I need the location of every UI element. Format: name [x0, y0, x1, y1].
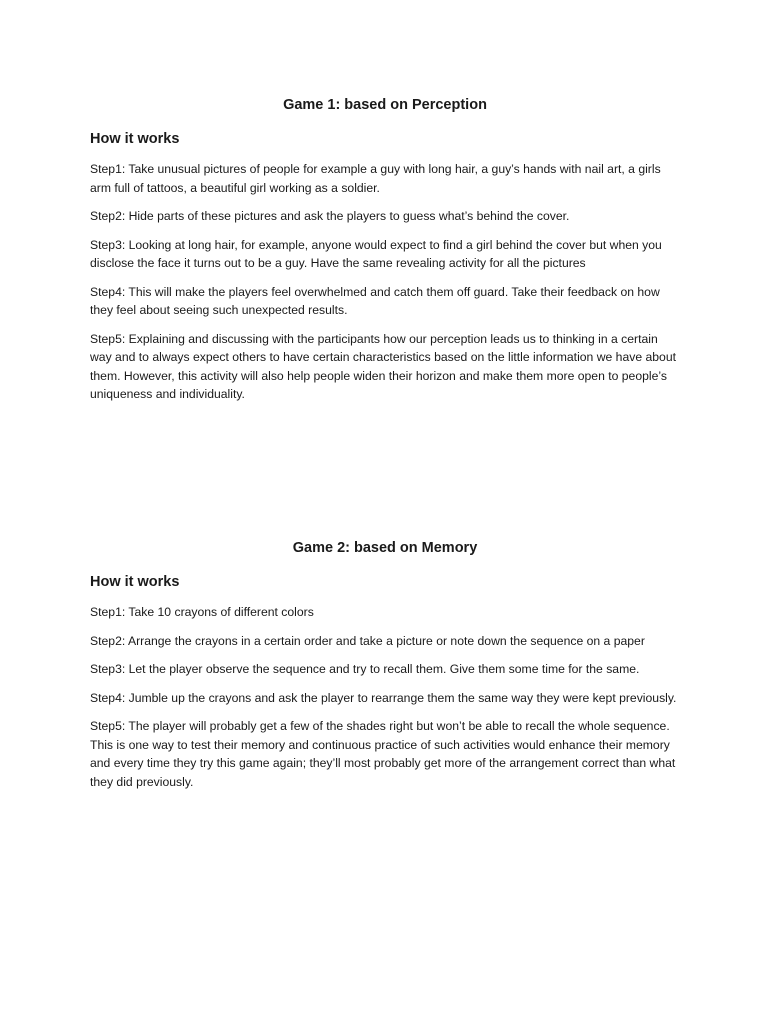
game-2-step-5: Step5: The player will probably get a few of the shades right but won’t be able to recall the whole sequence. This is one way to test their memory and continuous practice of such activities would enhance their memory and every time they try this game again; they’ll most probably get more of the arrangement correct than what they did previously.: [90, 719, 676, 789]
game-2-step-2: Step2: Arrange the crayons in a certain order and take a picture or note down the sequence on a paper: [90, 633, 645, 648]
game-1-step-1: Step1: Take unusual pictures of people for example a guy with long hair, a guy’s hands with nail art, a girls arm full of tattoos, a beautiful girl working as a soldier.: [90, 162, 661, 195]
game-1-title: Game 1: based on Perception: [283, 97, 487, 113]
game-2-step-1: Step1: Take 10 crayons of different colors: [90, 605, 314, 619]
game-1-section: [90, 96, 680, 401]
game-2-section: [90, 539, 680, 789]
game-1-step-2: Step2: Hide parts of these pictures and ask the players to guess what’s behind the cover.: [90, 209, 570, 223]
game-1-step-3: Step3: Looking at long hair, for example, anyone would expect to find a girl behind the cover but when you disclose the face it turns out to be a guy. Have the same revealing activity for all the pictures: [90, 237, 662, 270]
game-2-steps: [90, 603, 680, 791]
game-2-step-3: Step3: Let the player observe the sequence and try to recall them. Give them some time for the same.: [90, 662, 640, 676]
game-1-step-4: Step4: This will make the players feel overwhelmed and catch them off guard. Take their feedback on how they feel about seeing such unexpected results.: [90, 284, 660, 317]
game-2-how-it-works-heading: How it works: [90, 574, 180, 590]
game-1-how-it-works-heading: How it works: [90, 131, 180, 147]
game-2-title: Game 2: based on Memory: [292, 540, 478, 556]
game-2-step-4: Step4: Jumble up the crayons and ask the player to rearrange them the same way they were kept previously.: [90, 690, 677, 705]
game-1-step-5: Step5: Explaining and discussing with the participants how our perception leads us to thinking in a certain way and to always expect others to have certain characteristics based on the little information we have about them. However, this activity will also help people widen their horizon and make them more open to people’s uniqueness and individuality.: [90, 331, 676, 401]
game-1-steps: [90, 160, 680, 404]
